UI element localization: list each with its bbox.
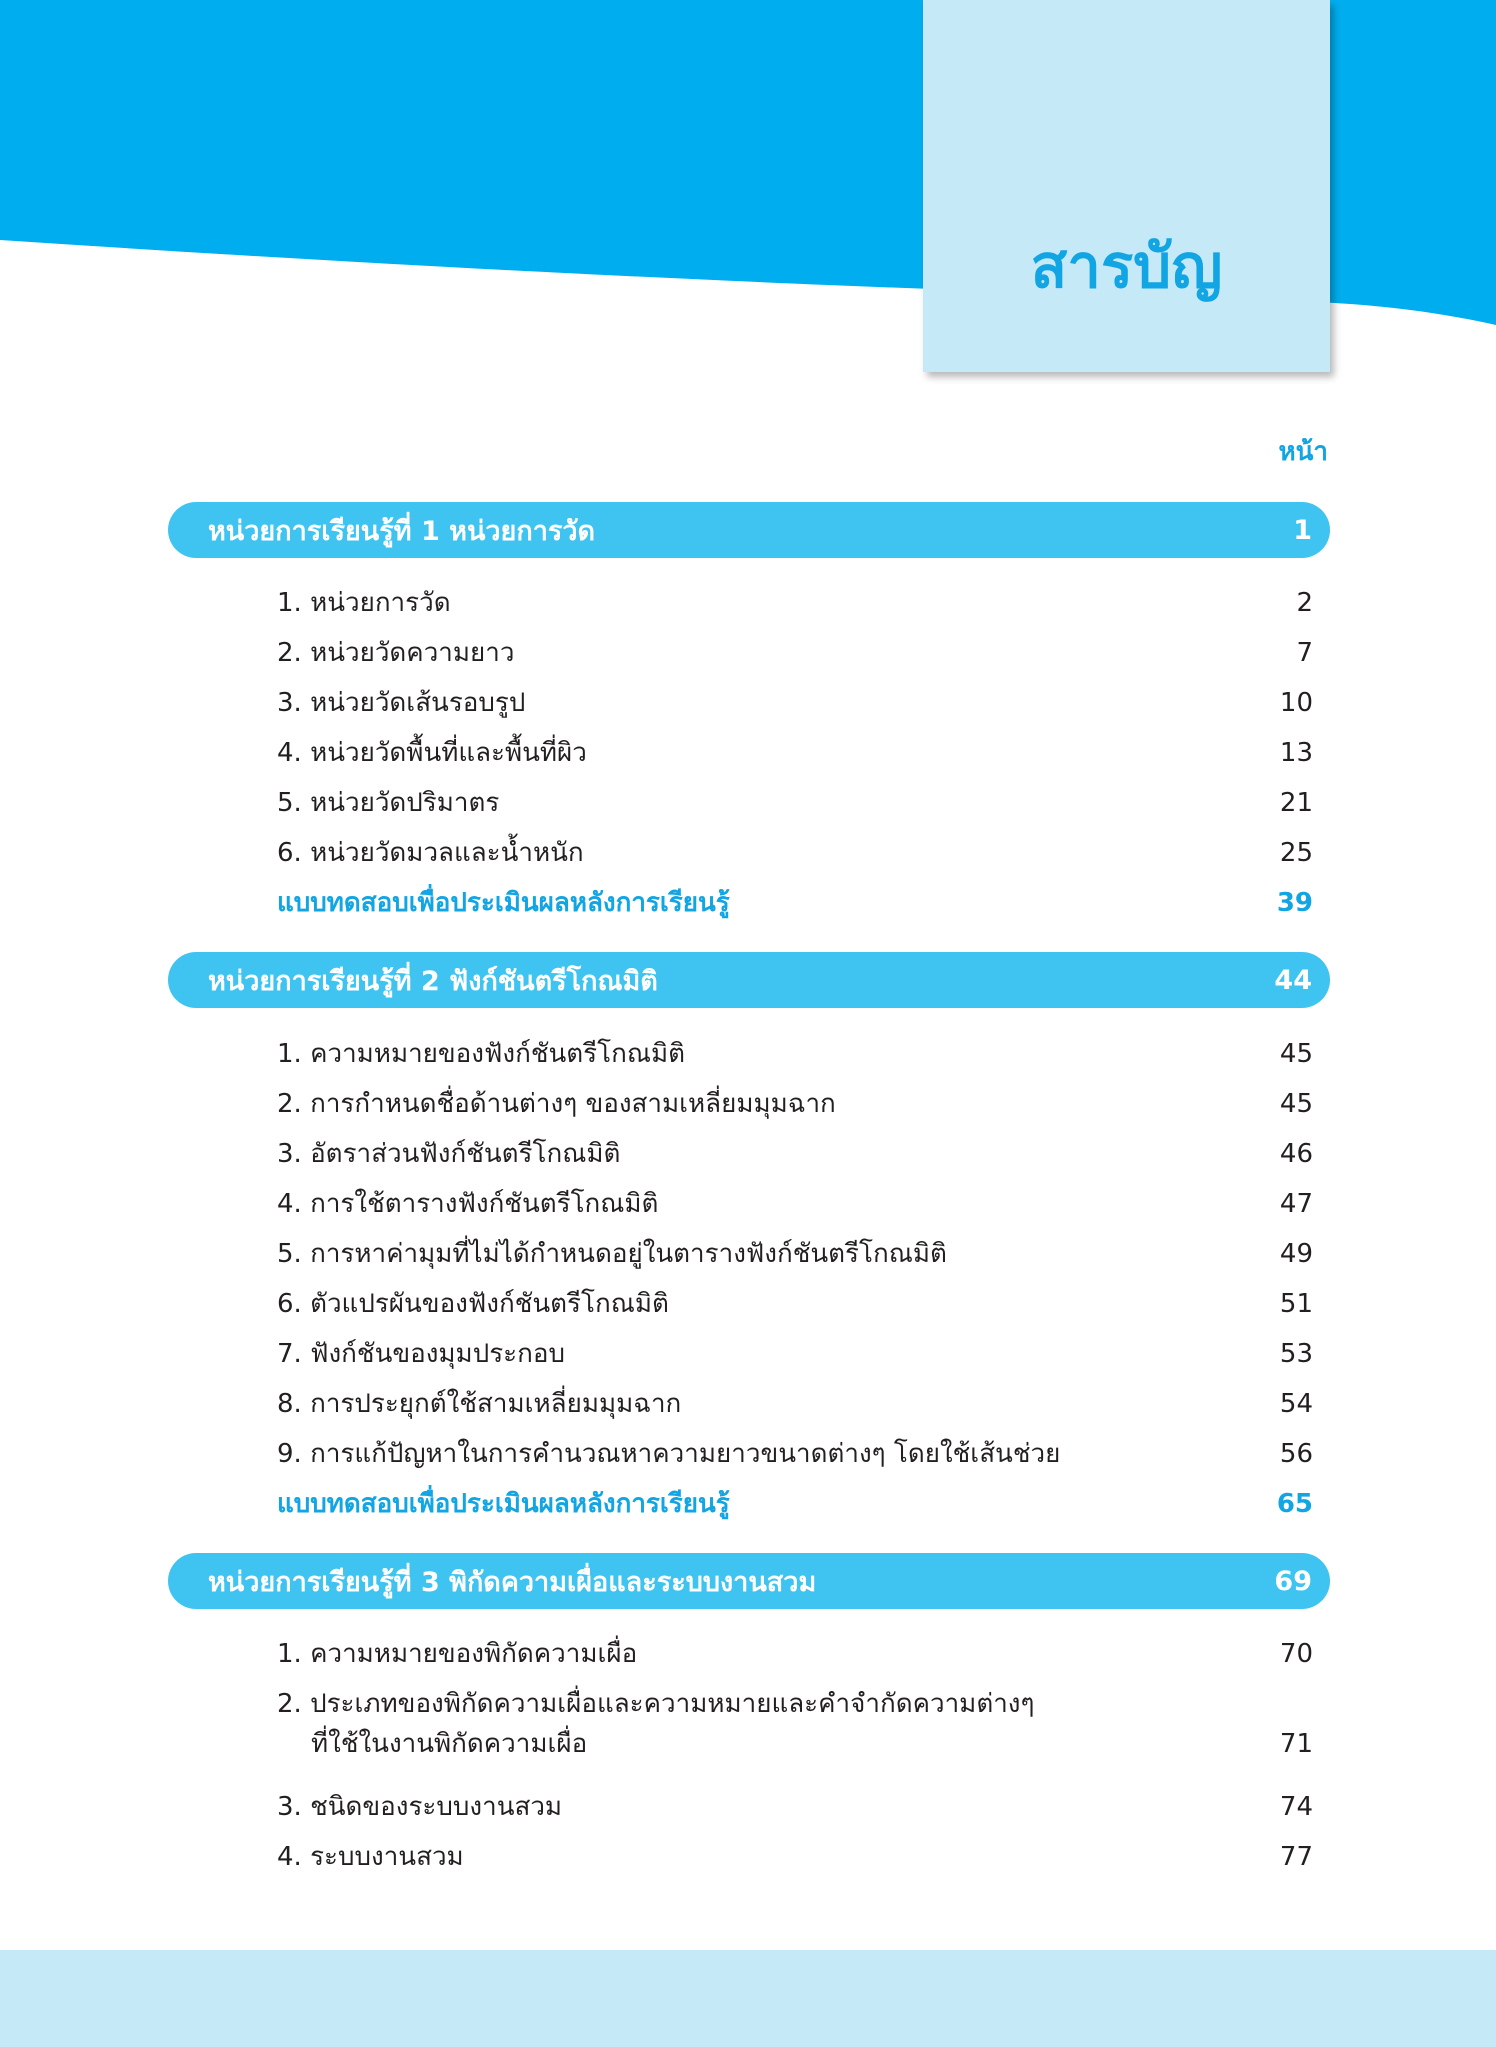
toc-entry[interactable] (277, 1284, 1313, 1324)
entry-page: 54 (1279, 1389, 1313, 1419)
entry-label: 1. ความหมายของฟังก์ชันตรีโกณมิติ (277, 1039, 685, 1069)
entry-label: แบบทดสอบเพื่อประเมินผลหลังการเรียนรู้ (277, 888, 730, 918)
unit-3-heading[interactable] (168, 1553, 1330, 1609)
entry-page: 21 (1279, 788, 1313, 818)
entry-label: 2. ประเภทของพิกัดความเผื่อและความหมายและคำจำกัดความต่างๆ (277, 1689, 1035, 1719)
unit-title: หน่วยการเรียนรู้ที่ 1 หน่วยการวัด (208, 515, 596, 547)
toc-entry[interactable] (277, 1084, 1313, 1124)
entry-label: 6. ตัวแปรผันของฟังก์ชันตรีโกณมิติ (277, 1289, 669, 1319)
unit-title: หน่วยการเรียนรู้ที่ 2 ฟังก์ชันตรีโกณมิติ (208, 965, 658, 997)
toc-entry[interactable] (277, 683, 1313, 723)
entry-page: 45 (1279, 1039, 1313, 1069)
entry-label: 1. หน่วยการวัด (277, 588, 451, 618)
entry-page: 70 (1279, 1639, 1313, 1669)
toc-entry[interactable] (277, 583, 1313, 623)
page-title: สารบัญ (1030, 232, 1223, 302)
toc-entry[interactable] (277, 1334, 1313, 1374)
unit-1-heading[interactable] (168, 502, 1330, 558)
entry-label: 1. ความหมายของพิกัดความเผื่อ (277, 1639, 638, 1669)
toc-entry[interactable] (277, 1634, 1313, 1674)
entry-page: 71 (1279, 1729, 1313, 1759)
entry-label: 5. การหาค่ามุมที่ไม่ได้กำหนดอยู่ในตารางฟังก์ชันตรีโกณมิติ (277, 1239, 947, 1269)
unit-page: 44 (1274, 964, 1312, 996)
entry-page: 2 (1296, 588, 1313, 618)
toc-entry[interactable] (277, 1384, 1313, 1424)
entry-label: 9. การแก้ปัญหาในการคำนวณหาความยาวขนาดต่างๆ โดยใช้เส้นช่วย (277, 1439, 1061, 1469)
unit-page: 1 (1293, 514, 1312, 546)
entry-page: 74 (1279, 1792, 1313, 1822)
entry-page: 25 (1279, 838, 1313, 868)
entry-label: 3. ชนิดของระบบงานสวม (277, 1792, 563, 1822)
entry-page: 53 (1279, 1339, 1313, 1369)
toc-entry[interactable] (277, 833, 1313, 873)
toc-entry-post-test[interactable] (277, 1484, 1313, 1524)
page-column-label: หน้า (1278, 437, 1328, 467)
unit-2-heading[interactable] (168, 952, 1330, 1008)
toc-entry[interactable] (277, 1034, 1313, 1074)
entry-page: 39 (1276, 888, 1313, 918)
entry-label: 5. หน่วยวัดปริมาตร (277, 788, 500, 818)
entry-label: 4. การใช้ตารางฟังก์ชันตรีโกณมิติ (277, 1189, 659, 1219)
entry-label: 2. การกำหนดชื่อด้านต่างๆ ของสามเหลี่ยมมุมฉาก (277, 1089, 836, 1119)
entry-page: 51 (1279, 1289, 1313, 1319)
entry-label: 3. อัตราส่วนฟังก์ชันตรีโกณมิติ (277, 1139, 621, 1169)
entry-label-continuation: ที่ใช้ในงานพิกัดความเผื่อ (311, 1729, 588, 1759)
entry-page: 7 (1296, 638, 1313, 668)
entry-label: 4. หน่วยวัดพื้นที่และพื้นที่ผิว (277, 738, 587, 768)
entry-page: 47 (1279, 1189, 1313, 1219)
entry-page: 49 (1279, 1239, 1313, 1269)
toc-entry[interactable] (277, 1434, 1313, 1474)
entry-label: 3. หน่วยวัดเส้นรอบรูป (277, 688, 526, 718)
entry-label: 2. หน่วยวัดความยาว (277, 638, 515, 668)
toc-entry[interactable] (277, 1837, 1313, 1877)
toc-entry[interactable] (277, 733, 1313, 773)
toc-entry[interactable] (277, 1684, 1313, 1764)
entry-page: 13 (1279, 738, 1313, 768)
toc-entry[interactable] (277, 1787, 1313, 1827)
entry-label: แบบทดสอบเพื่อประเมินผลหลังการเรียนรู้ (277, 1489, 730, 1519)
entry-page: 45 (1279, 1089, 1313, 1119)
toc-entry[interactable] (277, 1184, 1313, 1224)
entry-page: 10 (1279, 688, 1313, 718)
entry-label: 6. หน่วยวัดมวลและน้ำหนัก (277, 838, 584, 868)
toc-entry[interactable] (277, 1234, 1313, 1274)
entry-page: 77 (1279, 1842, 1313, 1872)
entry-page: 65 (1276, 1489, 1313, 1519)
toc-entry-post-test[interactable] (277, 883, 1313, 923)
entry-label: 8. การประยุกต์ใช้สามเหลี่ยมมุมฉาก (277, 1389, 682, 1419)
entry-label: 4. ระบบงานสวม (277, 1842, 464, 1872)
unit-title: หน่วยการเรียนรู้ที่ 3 พิกัดความเผื่อและระบบงานสวม (208, 1566, 817, 1598)
entry-label-block (277, 1684, 1034, 1764)
entry-page: 56 (1279, 1439, 1313, 1469)
toc-entry[interactable] (277, 1134, 1313, 1174)
toc-entry[interactable] (277, 783, 1313, 823)
unit-page: 69 (1274, 1565, 1312, 1597)
entry-label: 7. ฟังก์ชันของมุมประกอบ (277, 1339, 565, 1369)
toc-entry[interactable] (277, 633, 1313, 673)
footer-band (0, 1950, 1496, 2047)
entry-page: 46 (1279, 1139, 1313, 1169)
title-box (923, 0, 1330, 372)
